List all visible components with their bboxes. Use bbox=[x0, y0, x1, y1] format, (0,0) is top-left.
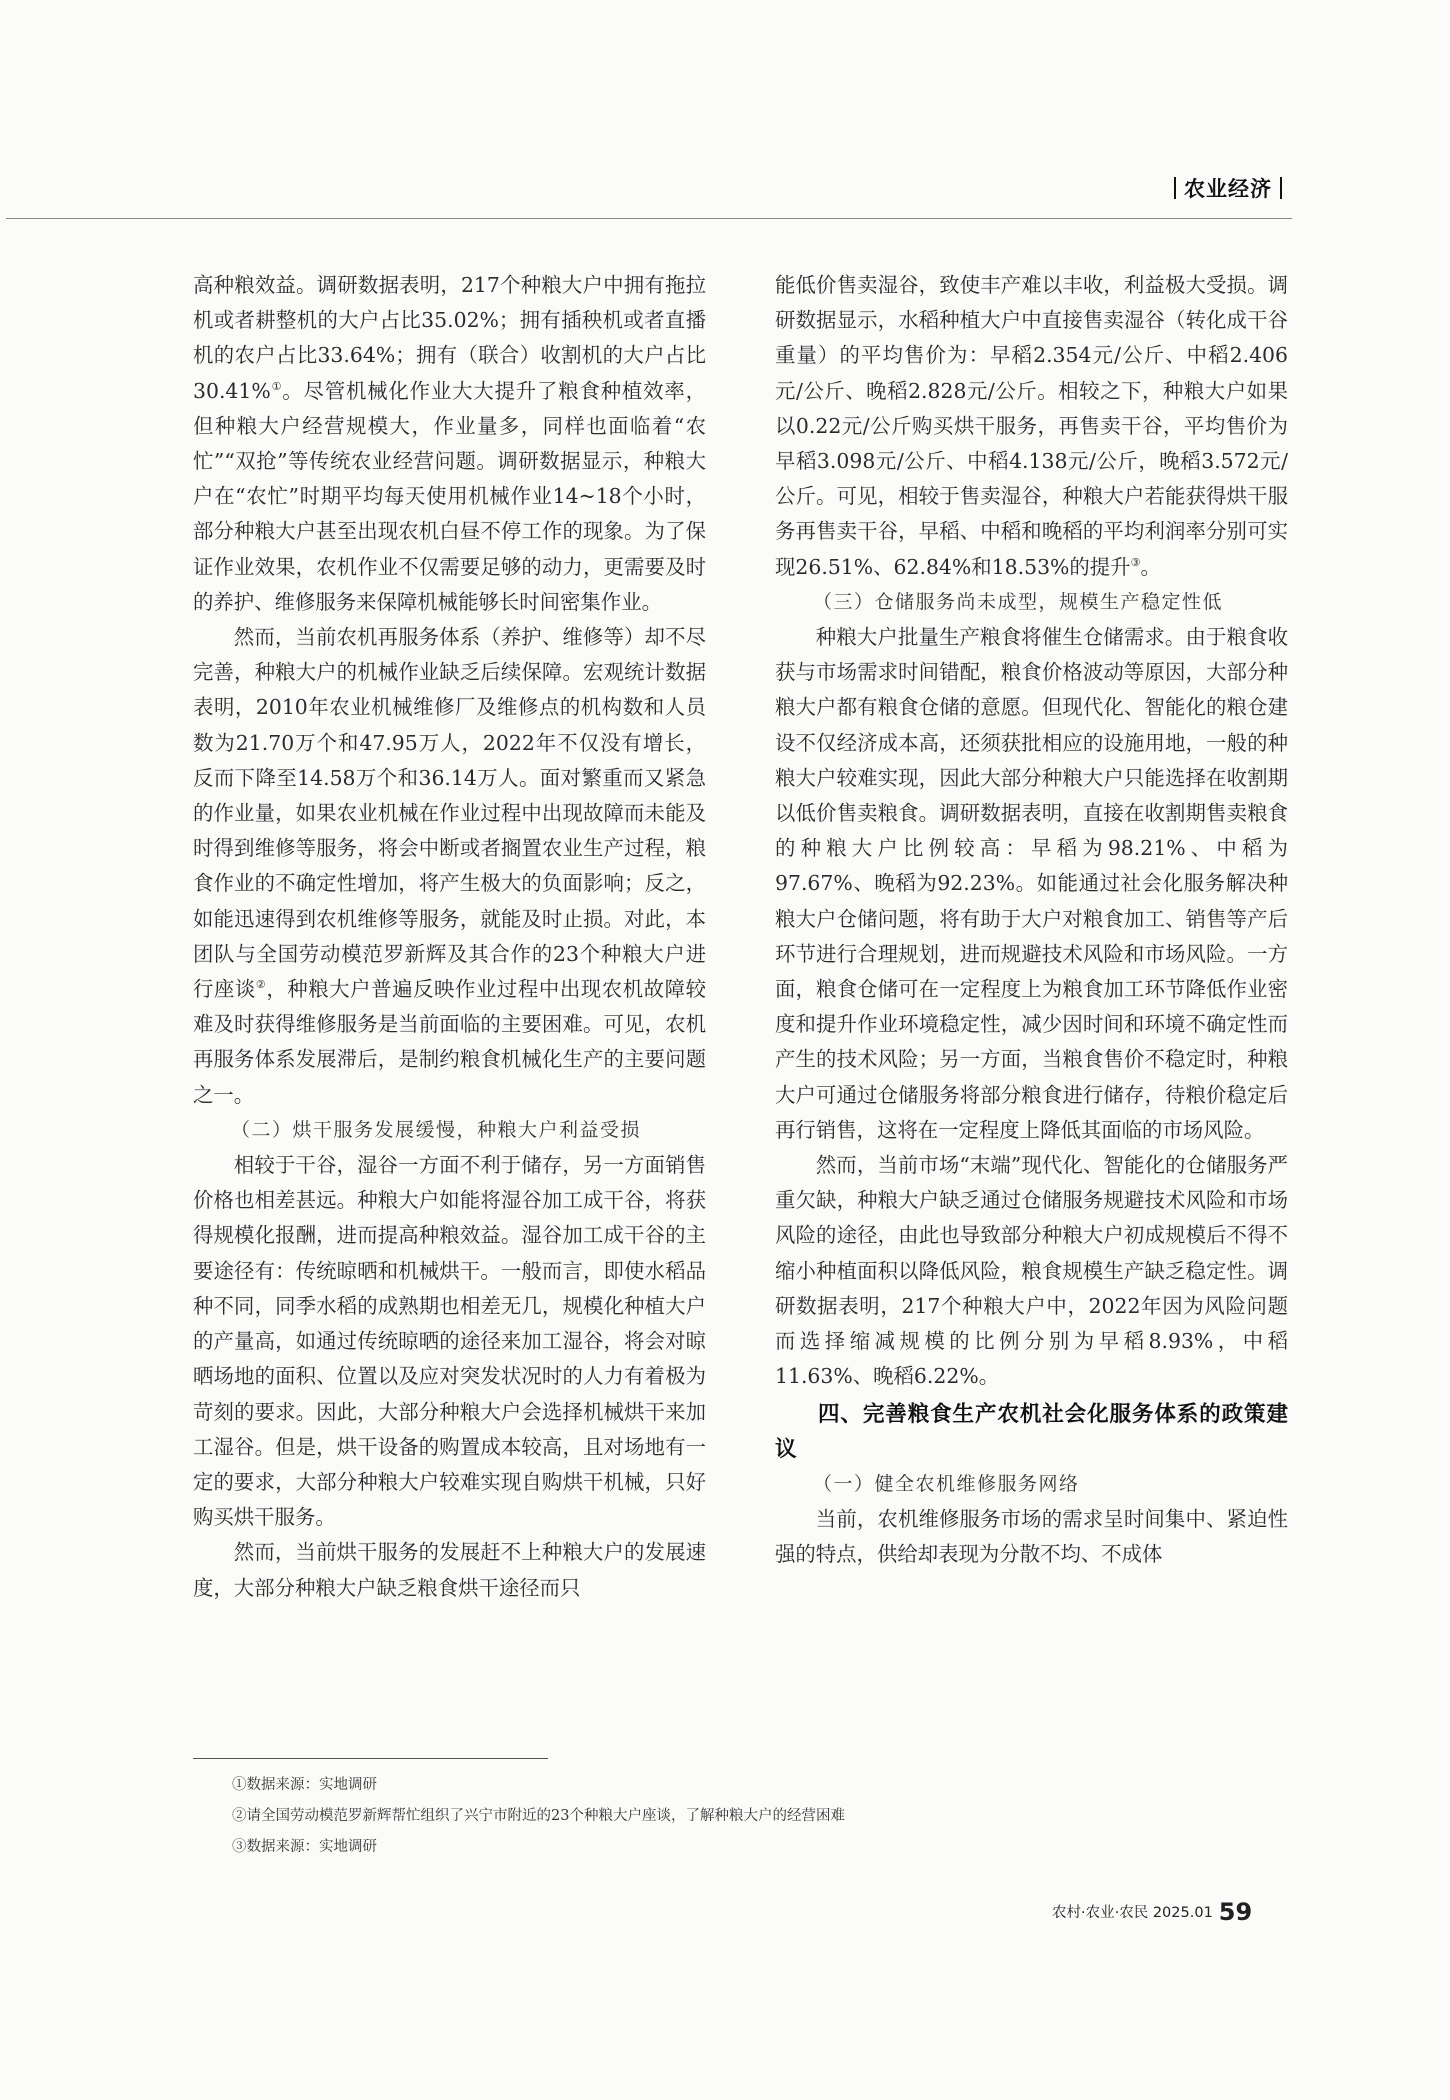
left-p1-text: 高种粮效益。调研数据表明，217个种粮大户中拥有拖拉机或者耕整机的大户占比35.02%；拥有插秧机或者直播机的农户占比33.64%；拥有（联合）收割机的大户占比30.41% bbox=[193, 273, 706, 403]
tag-bar-left bbox=[1174, 177, 1176, 199]
footnote-ref-2: ② bbox=[255, 978, 267, 992]
left-paragraph-4: 然而，当前烘干服务的发展赶不上种粮大户的发展速度，大部分种粮大户缺乏粮食烘干途径而只 bbox=[193, 1540, 706, 1600]
left-p2-text: 然而，当前农机再服务体系（养护、维修等）却不尽完善，种粮大户的机械作业缺乏后续保障。宏观统计数据表明，2010年农业机械维修厂及维修点的机构数和人员数为21.70万个和47.95万人，2022年不仅没有增长，反而下降至14.58万个和36.14万人。面对繁重而又紧急的作业量，如果农业机械在作业过程中出现故障而未能及时得到维修等服务，将会中断或者搁置农业生产过程，粮食作业的不确定性增加，将产生极大的负面影响；反之，如能迅速得到农机维修等服务，就能及时止损。对此，本团队与全国劳动模范罗新辉及其合作的23个种粮大户进行座谈 bbox=[193, 625, 706, 1002]
right-p1-tail: 。 bbox=[1140, 554, 1161, 579]
header-rule bbox=[6, 218, 1292, 219]
left-paragraph-1 bbox=[193, 268, 706, 620]
footnote-ref-3: ③ bbox=[1130, 555, 1141, 569]
footnote-1: ①数据来源：实地调研 bbox=[232, 1777, 377, 1793]
footnote-ref-1: ① bbox=[270, 379, 283, 393]
right-paragraph-1 bbox=[775, 268, 1288, 585]
left-p1-tail: 。尽管机械化作业大大提升了粮食种植效率，但种粮大户经营规模大，作业量多，同样也面临着“农忙”“双抢”等传统农业经营问题。调研数据显示，种粮大户在“农忙”时期平均每天使用机械作业14~18个小时，部分种粮大户甚至出现农机白昼不停工作的现象。为了保证作业效果，农机作业不仅需要足够的动力，更需要及时的养护、维修服务来保障机械能够长时间密集作业。 bbox=[193, 378, 706, 614]
footnote-3: ③数据来源：实地调研 bbox=[232, 1839, 377, 1855]
page-footer bbox=[1052, 1898, 1252, 1926]
footnotes bbox=[232, 1770, 1132, 1863]
right-paragraph-3: 然而，当前市场“末端”现代化、智能化的仓储服务严重欠缺，种粮大户缺乏通过仓储服务规避技术风险和市场风险的途径，由此也导致部分种粮大户初成规模后不得不缩小种植面积以降低风险，粮食规模生产缺乏稳定性。调研数据表明，217个种粮大户中，2022年因为风险问题而选择缩减规模的比例分别为早稻8.93%，中稻11.63%、晚稻6.22%。 bbox=[775, 1153, 1288, 1389]
subheading-2: （二）烘干服务发展缓慢，种粮大户利益受损 bbox=[231, 1118, 642, 1141]
subheading-4-1: （一）健全农机维修服务网络 bbox=[813, 1472, 1080, 1495]
page-number: 59 bbox=[1218, 1898, 1253, 1926]
right-paragraph-4: 当前，农机维修服务市场的需求呈时间集中、紧迫性强的特点，供给却表现为分散不均、不成体 bbox=[775, 1506, 1288, 1566]
footnote-rule bbox=[193, 1758, 548, 1759]
right-p1-text: 能低价售卖湿谷，致使丰产难以丰收，利益极大受损。调研数据显示，水稻种植大户中直接售卖湿谷（转化成干谷重量）的平均售价为：早稻2.354元/公斤、中稻2.406元/公斤、晚稻2.828元/公斤。相较之下，种粮大户如果以0.22元/公斤购买烘干服务，再售卖干谷，平均售价为早稻3.098元/公斤、中稻4.138元/公斤，晚稻3.572元/公斤。可见，相较于售卖湿谷，种粮大户若能获得烘干服务再售卖干谷，早稻、中稻和晚稻的平均利润率分别可实现26.51%、62.84%和18.53%的提升 bbox=[775, 273, 1288, 579]
tag-bar-right bbox=[1280, 177, 1282, 199]
left-p2-tail: ，种粮大户普遍反映作业过程中出现农机故障较难及时获得维修服务是当前面临的主要困难。可见，农机再服务体系发展滞后，是制约粮食机械化生产的主要问题之一。 bbox=[193, 977, 706, 1107]
section-tag bbox=[1166, 173, 1290, 203]
left-column bbox=[193, 268, 706, 1606]
left-paragraph-2 bbox=[193, 620, 706, 1113]
section-title: 农业经济 bbox=[1184, 177, 1272, 201]
left-paragraph-3: 相较于干谷，湿谷一方面不利于储存，另一方面销售价格也相差甚远。种粮大户如能将湿谷加工成干谷，将获得规模化报酬，进而提高种粮效益。湿谷加工成干谷的主要途径有：传统晾晒和机械烘干。一般而言，即使水稻品种不同，同季水稻的成熟期也相差无几，规模化种植大户的产量高，如通过传统晾晒的途径来加工湿谷，将会对晾晒场地的面积、位置以及应对突发状况时的人力有着极为苛刻的要求。因此，大部分种粮大户会选择机械烘干来加工湿谷。但是，烘干设备的购置成本较高，且对场地有一定的要求，大部分种粮大户较难实现自购烘干机械，只好购买烘干服务。 bbox=[193, 1153, 706, 1530]
subheading-3: （三）仓储服务尚未成型，规模生产稳定性低 bbox=[813, 590, 1224, 613]
journal-name: 农村·农业·农民 2025.01 bbox=[1052, 1905, 1213, 1921]
section-heading-4: 四、完善粮食生产农机社会化服务体系的政策建议 bbox=[775, 1401, 1288, 1462]
right-paragraph-2: 种粮大户批量生产粮食将催生仓储需求。由于粮食收获与市场需求时间错配，粮食价格波动等原因，大部分种粮大户都有粮食仓储的意愿。但现代化、智能化的粮仓建设不仅经济成本高，还须获批相应的设施用地，一般的种粮大户较难实现，因此大部分种粮大户只能选择在收割期以低价售卖粮食。调研数据表明，直接在收割期售卖粮食的种粮大户比例较高：早稻为98.21%、中稻为97.67%、晚稻为92.23%。如能通过社会化服务解决种粮大户仓储问题，将有助于大户对粮食加工、销售等产后环节进行合理规划，进而规避技术风险和市场风险。一方面，粮食仓储可在一定程度上为粮食加工环节降低作业密度和提升作业环境稳定性，减少因时间和环境不确定性而产生的技术风险；另一方面，当粮食售价不稳定时，种粮大户可通过仓储服务将部分粮食进行储存，待粮价稳定后再行销售，这将在一定程度上降低其面临的市场风险。 bbox=[775, 625, 1288, 1142]
footnote-2: ②请全国劳动模范罗新辉帮忙组织了兴宁市附近的23个种粮大户座谈，了解种粮大户的经营困难 bbox=[232, 1808, 845, 1824]
right-column bbox=[775, 268, 1288, 1572]
